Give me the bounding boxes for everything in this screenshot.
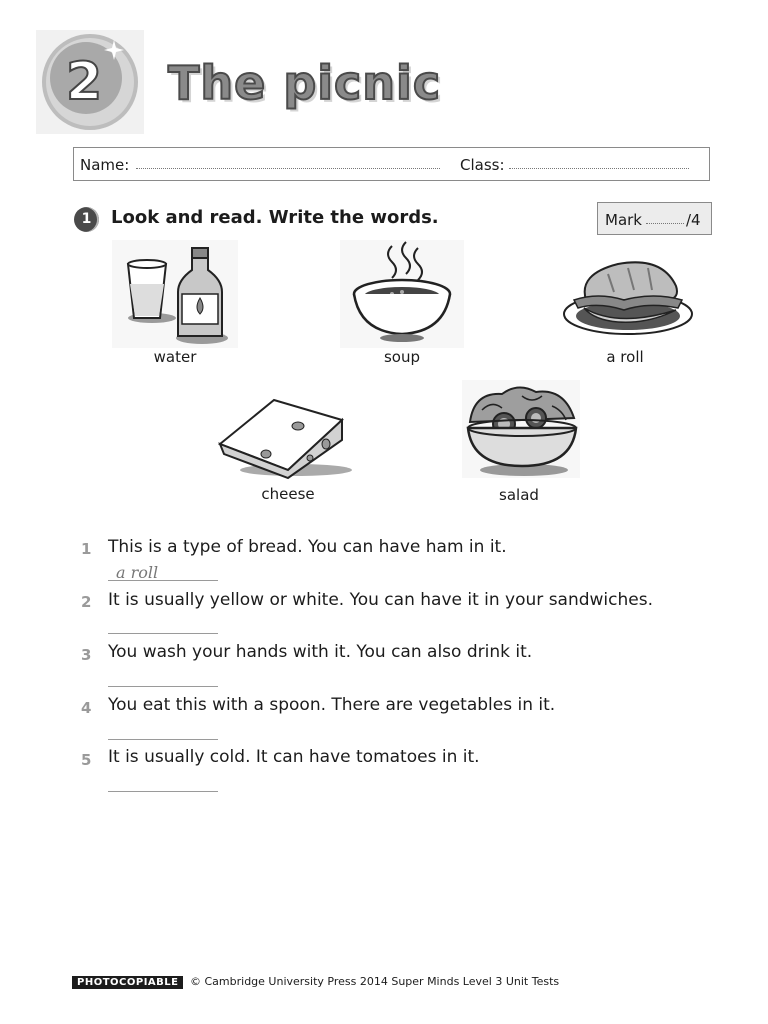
question-number: 2	[81, 593, 92, 611]
water-bottle-icon	[112, 240, 238, 352]
question-number: 4	[81, 699, 92, 717]
unit-number-badge	[36, 30, 144, 134]
picture-caption: soup	[383, 348, 421, 366]
exercise-instruction: Look and read. Write the words.	[111, 207, 439, 228]
picture-caption: a roll	[606, 348, 644, 366]
picture-caption: water	[153, 348, 197, 366]
photocopiable-badge: PHOTOCOPIABLE	[72, 976, 183, 989]
exercise-number: 1	[74, 207, 99, 232]
example-answer: a roll	[116, 563, 159, 582]
page-title: The picnic	[168, 56, 442, 110]
question-number: 3	[81, 646, 92, 664]
picture-caption: cheese	[261, 485, 315, 503]
mark-box	[597, 202, 712, 235]
picture-caption: salad	[499, 486, 539, 504]
class-field[interactable]	[509, 168, 689, 169]
salad-bowl-icon	[462, 380, 580, 482]
question-text: It is usually yellow or white. You can have it in your sandwiches.	[108, 590, 653, 610]
unit-number: 2	[66, 52, 103, 112]
question-text: You eat this with a spoon. There are vegetables in it.	[108, 695, 556, 715]
answer-line[interactable]	[108, 580, 218, 581]
answer-line[interactable]	[108, 633, 218, 634]
answer-line[interactable]	[108, 739, 218, 740]
cheese-icon	[214, 392, 354, 484]
soup-bowl-icon	[340, 240, 464, 352]
name-field[interactable]	[136, 168, 440, 169]
question-number: 1	[81, 540, 92, 558]
question-text: You wash your hands with it. You can also drink it.	[108, 642, 533, 662]
student-info-box	[73, 147, 710, 181]
answer-line[interactable]	[108, 791, 218, 792]
mark-field[interactable]	[646, 223, 684, 224]
question-number: 5	[81, 751, 92, 769]
question-text: This is a type of bread. You can have ham in it.	[108, 537, 507, 557]
answer-line[interactable]	[108, 686, 218, 687]
copyright-text: © Cambridge University Press 2014 Super Minds Level 3 Unit Tests	[190, 975, 560, 988]
mark-total: /4	[686, 211, 701, 229]
bread-roll-icon	[558, 252, 696, 344]
name-label: Name:	[80, 156, 130, 174]
class-label: Class:	[460, 156, 505, 174]
question-text: It is usually cold. It can have tomatoes in it.	[108, 747, 480, 767]
mark-label: Mark	[605, 211, 642, 229]
